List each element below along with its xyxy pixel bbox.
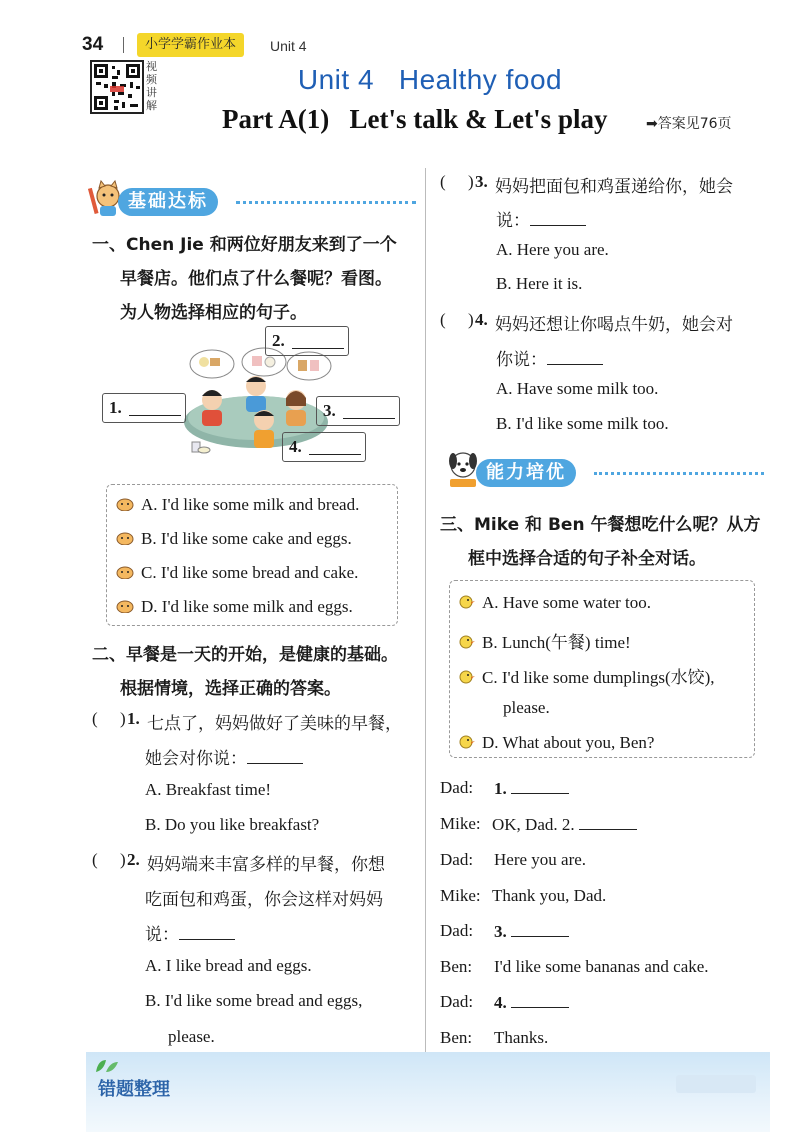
mistake-review-area[interactable] xyxy=(86,1052,770,1132)
label-box-2 xyxy=(265,326,349,356)
label-box-4 xyxy=(282,432,366,462)
header-divider xyxy=(123,37,124,53)
dialogue-speaker-5: Dad: xyxy=(440,921,474,940)
dialogue-line-3: Here you are. xyxy=(494,850,587,869)
q4-blank[interactable] xyxy=(547,349,603,365)
banner-dots xyxy=(236,201,416,204)
chick-icon xyxy=(456,735,476,749)
label-2-number: 2. xyxy=(272,331,285,350)
q4-line2 xyxy=(496,345,603,370)
dialogue-speaker-7: Dad: xyxy=(440,992,474,1011)
label-3-number: 3. xyxy=(323,401,336,420)
q3-paren-open: ( xyxy=(440,172,446,191)
q2-1-option-b[interactable]: B. Do you like breakfast? xyxy=(145,815,320,834)
label-4-number: 4. xyxy=(289,437,302,456)
footer-watermark xyxy=(676,1075,756,1093)
label-2-blank[interactable] xyxy=(292,333,344,349)
q2-2-line2: 吃面包和鸡蛋，你会这样对妈妈 xyxy=(145,890,383,910)
q2-1-paren-close: ) xyxy=(120,709,126,728)
q2-2-number: 2. xyxy=(127,850,140,869)
q1-option-d[interactable] xyxy=(115,597,353,617)
mistake-review-label: 错题整理 xyxy=(98,1079,170,1100)
q1-option-b[interactable] xyxy=(115,529,352,549)
q2-2-paren-close: ) xyxy=(120,850,126,869)
q5-options-box xyxy=(449,580,755,758)
q1-option-d-text: D. I'd like some milk and eggs. xyxy=(141,597,353,616)
q2-1-paren-open: ( xyxy=(92,709,98,728)
q4-option-b[interactable]: B. I'd like some milk too. xyxy=(496,414,669,433)
q2-2-line3 xyxy=(145,920,235,945)
q5-option-b[interactable] xyxy=(456,628,631,653)
q5-option-b-text: B. Lunch(午餐) time! xyxy=(482,633,631,652)
q5-option-c-cont: please. xyxy=(503,698,550,717)
q5-option-a[interactable] xyxy=(456,593,651,613)
q2-prompt-line1: 二、早餐是一天的开始，是健康的基础。 xyxy=(92,645,398,665)
q2-2-option-b-cont: please. xyxy=(168,1027,215,1046)
q1-option-c[interactable] xyxy=(115,563,358,583)
banner-advanced xyxy=(446,457,766,489)
q4-paren-open: ( xyxy=(440,310,446,329)
q3-answer-slot[interactable] xyxy=(448,172,470,194)
qr-side-text: 视频讲解 xyxy=(146,60,157,112)
tiger-head-icon xyxy=(115,599,135,613)
label-3-blank[interactable] xyxy=(343,403,395,419)
label-4-blank[interactable] xyxy=(309,439,361,455)
q2-prompt-line2: 根据情境，选择正确的答案。 xyxy=(120,679,341,699)
label-box-3 xyxy=(316,396,400,426)
dialogue-line-5-text: 3. xyxy=(494,922,507,941)
tiger-head-icon xyxy=(115,565,135,579)
q3-line1: 妈妈把面包和鸡蛋递给你，她会 xyxy=(495,177,733,197)
q2-2-line3-text: 说： xyxy=(145,925,179,945)
q5-prompt-line2: 框中选择合适的句子补全对话。 xyxy=(468,549,706,569)
dialogue-blank-1[interactable] xyxy=(511,778,569,794)
q4-number: 4. xyxy=(475,310,488,329)
q3-paren-close: ) xyxy=(468,172,474,191)
q3-blank[interactable] xyxy=(530,210,586,226)
banner-advanced-label: 能力培优 xyxy=(476,459,576,487)
q3-line2 xyxy=(496,206,586,231)
q2-1-number: 1. xyxy=(127,709,140,728)
q2-1-line1: 七点了，妈妈做好了美味的早餐， xyxy=(147,714,402,734)
q1-option-b-text: B. I'd like some cake and eggs. xyxy=(141,529,352,548)
q2-1-line2-text: 她会对你说： xyxy=(145,749,247,769)
dialogue-speaker-3: Dad: xyxy=(440,850,474,869)
label-1-blank[interactable] xyxy=(129,400,181,416)
q4-option-a[interactable]: A. Have some milk too. xyxy=(496,379,659,398)
dialogue-line-8: Thanks. xyxy=(494,1028,549,1047)
dialogue-blank-4[interactable] xyxy=(511,992,569,1008)
book-badge: 小学学霸作业本 xyxy=(137,33,244,57)
q2-1-blank[interactable] xyxy=(247,748,303,764)
chick-icon xyxy=(456,670,476,684)
part-title: Part A(1) Let's talk & Let's play xyxy=(222,104,608,134)
dialogue-blank-2[interactable] xyxy=(579,814,637,830)
q2-2-answer-slot[interactable] xyxy=(100,850,122,872)
banner-dots xyxy=(594,472,764,475)
dialogue-line-7 xyxy=(494,992,569,1013)
q2-2-line1: 妈妈端来丰富多样的早餐，你想 xyxy=(147,855,385,875)
q3-number: 3. xyxy=(475,172,488,191)
dialogue-line-4: Thank you, Dad. xyxy=(492,886,607,905)
q2-2-option-b[interactable]: B. I'd like some bread and eggs, xyxy=(145,991,363,1010)
q2-1-line2 xyxy=(145,744,303,769)
q4-line2-text: 你说： xyxy=(496,350,547,370)
q5-option-d-text: D. What about you, Ben? xyxy=(482,733,655,752)
dialogue-line-7-text: 4. xyxy=(494,993,507,1012)
q5-option-c[interactable] xyxy=(456,663,715,688)
q3-line2-text: 说： xyxy=(496,211,530,231)
q2-2-paren-open: ( xyxy=(92,850,98,869)
dialogue-line-2 xyxy=(492,814,637,835)
answer-reference: ➡答案见76页 xyxy=(646,116,732,132)
dialogue-line-1-text: 1. xyxy=(494,779,507,798)
chick-icon xyxy=(456,635,476,649)
q4-answer-slot[interactable] xyxy=(448,310,470,332)
q2-2-option-a[interactable]: A. I like bread and eggs. xyxy=(145,956,312,975)
q1-prompt-line2: 早餐店。他们点了什么餐呢？看图。 xyxy=(120,269,392,289)
q1-option-c-text: C. I'd like some bread and cake. xyxy=(141,563,359,582)
dialogue-speaker-8: Ben: xyxy=(440,1028,473,1047)
q5-prompt-line1: 三、Mike 和 Ben 午餐想吃什么呢？从方 xyxy=(440,515,761,535)
q5-option-c-text: C. I'd like some dumplings(水饺), xyxy=(482,668,715,687)
page-number: 34 xyxy=(82,34,104,55)
label-1-number: 1. xyxy=(109,398,122,417)
dialogue-blank-3[interactable] xyxy=(511,921,569,937)
q4-line1: 妈妈还想让你喝点牛奶，她会对 xyxy=(495,315,733,335)
q1-options-box xyxy=(106,484,398,626)
q1-option-a-text: A. I'd like some milk and bread. xyxy=(141,495,360,514)
dog-mascot-icon xyxy=(446,449,480,489)
header-unit-label: Unit 4 xyxy=(270,38,307,54)
q1-prompt-line1: 一、Chen Jie 和两位好朋友来到了一个 xyxy=(92,235,397,255)
dialogue-line-1 xyxy=(494,778,569,799)
q3-option-a[interactable]: A. Here you are. xyxy=(496,240,609,259)
q5-option-a-text: A. Have some water too. xyxy=(482,593,652,612)
q4-paren-close: ) xyxy=(468,310,474,329)
banner-basic xyxy=(88,186,418,218)
dialogue-line-2-text: OK, Dad. 2. xyxy=(492,815,575,834)
dialogue-speaker-6: Ben: xyxy=(440,957,473,976)
q3-option-b[interactable]: B. Here it is. xyxy=(496,274,583,293)
chick-icon xyxy=(456,595,476,609)
dialogue-speaker-4: Mike: xyxy=(440,886,481,905)
q2-1-answer-slot[interactable] xyxy=(100,709,122,731)
q1-option-a[interactable] xyxy=(115,495,359,515)
column-divider xyxy=(425,168,426,1058)
dialogue-line-5 xyxy=(494,921,569,942)
leaf-icon xyxy=(92,1058,120,1074)
tiger-head-icon xyxy=(115,497,135,511)
q2-1-option-a[interactable]: A. Breakfast time! xyxy=(145,780,272,799)
dialogue-line-6: I'd like some bananas and cake. xyxy=(494,957,709,976)
tiger-head-icon xyxy=(115,531,135,545)
dialogue-speaker-2: Mike: xyxy=(440,814,481,833)
unit-title: Unit 4 Healthy food xyxy=(297,64,563,95)
q2-2-blank[interactable] xyxy=(179,924,235,940)
cat-mascot-icon xyxy=(88,178,122,218)
q5-option-d[interactable] xyxy=(456,733,654,753)
dialogue-speaker-1: Dad: xyxy=(440,778,474,797)
q1-prompt-line3: 为人物选择相应的句子。 xyxy=(120,303,307,323)
label-box-1 xyxy=(102,393,186,423)
banner-basic-label: 基础达标 xyxy=(118,188,218,216)
